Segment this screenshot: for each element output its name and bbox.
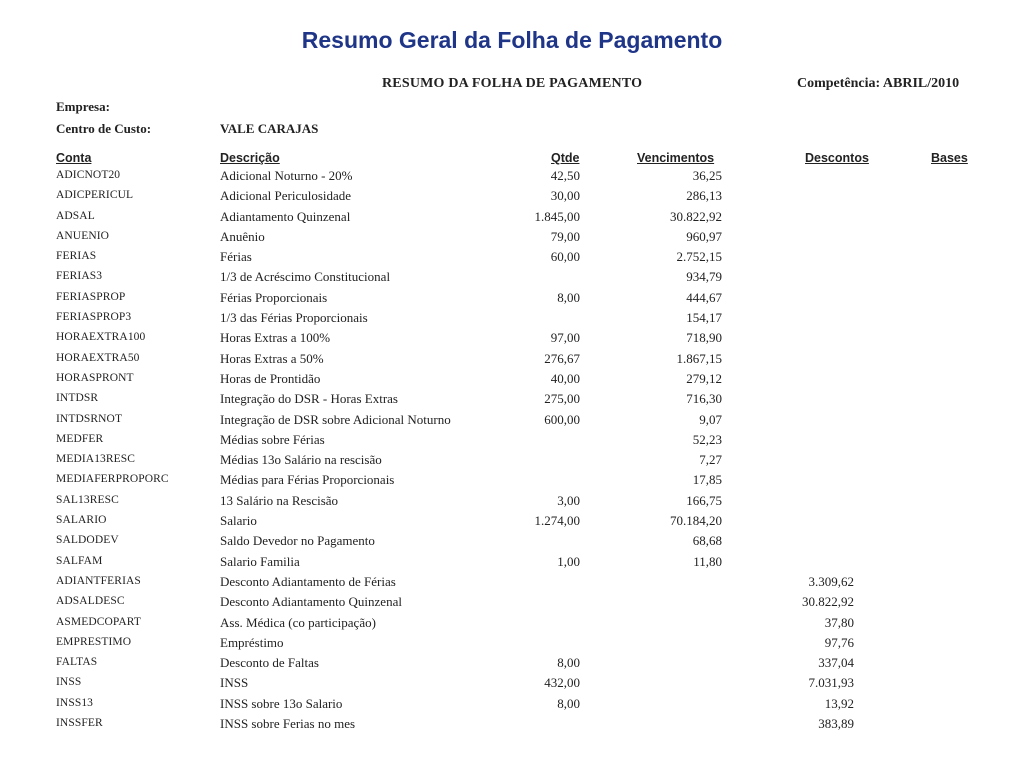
cell-conta: ASMEDCOPART — [56, 615, 141, 628]
cell-descricao: Médias sobre Férias — [220, 431, 325, 447]
table-row — [0, 512, 1024, 532]
cell-vencimentos: 934,79 — [686, 269, 722, 285]
cell-qtde: 432,00 — [544, 675, 580, 691]
cell-descricao: Horas Extras a 50% — [220, 350, 324, 366]
cell-descricao: Horas Extras a 100% — [220, 330, 331, 346]
cell-vencimentos: 11,80 — [693, 553, 722, 569]
cell-descricao: 13 Salário na Rescisão — [220, 492, 339, 508]
cell-conta: ADIANTFERIAS — [56, 574, 141, 587]
table-row — [0, 573, 1024, 593]
table-row — [0, 370, 1024, 390]
table-row — [0, 674, 1024, 694]
cell-conta: ADSAL — [56, 209, 95, 222]
cell-conta: INTDSR — [56, 392, 99, 405]
cell-descricao: Integração do DSR - Horas Extras — [220, 391, 398, 407]
cell-descricao: INSS sobre 13o Salario — [220, 695, 343, 711]
cell-vencimentos: 718,90 — [686, 330, 722, 346]
col-header-qtde: Qtde — [551, 151, 580, 165]
cell-descricao: Adicional Noturno - 20% — [220, 168, 353, 183]
col-header-vencimentos: Vencimentos — [637, 151, 715, 165]
cell-descricao: Empréstimo — [220, 634, 284, 650]
table-row — [0, 350, 1024, 370]
cell-conta: HORAEXTRA50 — [56, 351, 140, 364]
cell-descontos: 13,92 — [824, 695, 854, 711]
cell-conta: SAL13RESC — [56, 493, 119, 506]
table-row — [0, 208, 1024, 228]
table-row — [0, 614, 1024, 634]
report-competencia: Competência: ABRIL/2010 — [797, 76, 960, 91]
cell-conta: MEDIA13RESC — [56, 453, 136, 466]
cell-descricao: Saldo Devedor no Pagamento — [220, 533, 375, 549]
cell-conta: FERIASPROP — [56, 290, 126, 303]
cell-qtde: 79,00 — [550, 228, 580, 244]
cell-vencimentos: 716,30 — [686, 391, 722, 407]
table-row — [0, 248, 1024, 268]
cell-descontos: 37,80 — [824, 614, 854, 630]
cell-qtde: 1.274,00 — [534, 513, 580, 529]
table-row — [0, 390, 1024, 410]
cell-descricao: Médias para Férias Proporcionais — [220, 472, 395, 488]
table-row — [0, 431, 1024, 451]
cell-conta: HORASPRONT — [56, 371, 134, 384]
table-row — [0, 289, 1024, 309]
cell-conta: SALARIO — [56, 514, 107, 527]
cell-descricao: Ass. Médica (co participação) — [220, 614, 376, 630]
cell-vencimentos: 7,27 — [699, 452, 722, 468]
table-row — [0, 329, 1024, 349]
cell-vencimentos: 166,75 — [686, 492, 722, 508]
cell-descontos: 3.309,62 — [808, 573, 854, 589]
cell-vencimentos: 68,68 — [692, 533, 722, 549]
cell-conta: HORAEXTRA100 — [56, 331, 146, 344]
cell-conta: FERIAS — [56, 250, 97, 263]
cell-vencimentos: 2.752,15 — [676, 249, 722, 265]
table-row — [0, 187, 1024, 207]
cell-qtde: 97,00 — [550, 330, 580, 346]
cell-conta: ADICNOT20 — [56, 169, 121, 181]
slide-title: Resumo Geral da Folha de Pagamento — [301, 27, 723, 53]
table-row — [0, 695, 1024, 715]
cell-vencimentos: 444,67 — [686, 289, 722, 305]
cell-conta: INSS13 — [56, 696, 94, 709]
cell-descontos: 7.031,93 — [808, 675, 854, 691]
table-row — [0, 451, 1024, 471]
cell-descontos: 30.822,92 — [802, 594, 854, 610]
cell-qtde: 1.845,00 — [534, 208, 580, 224]
table-row — [0, 492, 1024, 512]
cell-conta: FALTAS — [56, 656, 98, 669]
centro-custo-label: Centro de Custo: — [56, 121, 152, 136]
cell-descontos: 97,76 — [824, 634, 854, 650]
report-heading: RESUMO DA FOLHA DE PAGAMENTO — [382, 76, 643, 91]
cell-descricao: Salario — [220, 513, 257, 529]
cell-vencimentos: 286,13 — [686, 188, 722, 204]
cell-vencimentos: 36,25 — [692, 168, 722, 183]
cell-descricao: INSS sobre Ferias no mes — [220, 716, 356, 732]
cell-conta: MEDIAFERPROPORC — [56, 473, 169, 486]
cell-vencimentos: 17,85 — [692, 472, 722, 488]
cell-descricao: Desconto Adiantamento de Férias — [220, 573, 396, 589]
cell-vencimentos: 70.184,20 — [670, 513, 722, 529]
col-header-conta: Conta — [56, 151, 92, 165]
cell-vencimentos: 1.867,15 — [676, 350, 722, 366]
table-row — [0, 593, 1024, 613]
cell-vencimentos: 9,07 — [699, 411, 722, 427]
col-header-descontos: Descontos — [805, 151, 869, 165]
cell-qtde: 600,00 — [544, 411, 580, 427]
table-row — [0, 268, 1024, 288]
centro-custo-value: VALE CARAJAS — [220, 121, 319, 136]
cell-qtde: 8,00 — [557, 655, 580, 671]
cell-descricao: Horas de Prontidão — [220, 370, 321, 386]
col-header-bases: Bases — [931, 151, 968, 165]
cell-qtde: 42,50 — [550, 168, 580, 183]
cell-conta: INSS — [56, 676, 82, 689]
cell-conta: ADSALDESC — [56, 595, 125, 608]
cell-vencimentos: 52,23 — [692, 431, 722, 447]
cell-qtde: 8,00 — [557, 289, 580, 305]
table-row — [0, 167, 1024, 187]
cell-qtde: 1,00 — [557, 553, 580, 569]
cell-conta: EMPRESTIMO — [56, 635, 132, 648]
cell-vencimentos: 30.822,92 — [670, 208, 722, 224]
cell-vencimentos: 960,97 — [686, 228, 722, 244]
cell-descricao: Integração de DSR sobre Adicional Noturno — [220, 411, 451, 427]
table-row — [0, 228, 1024, 248]
cell-descontos: 337,04 — [818, 655, 854, 671]
cell-conta: FERIAS3 — [56, 270, 103, 283]
cell-vencimentos: 154,17 — [686, 310, 722, 326]
cell-qtde: 8,00 — [557, 695, 580, 711]
cell-conta: ANUENIO — [56, 229, 110, 242]
col-header-descricao: Descrição — [220, 151, 280, 165]
cell-descricao: INSS — [220, 675, 249, 691]
cell-conta: SALFAM — [56, 554, 103, 567]
cell-qtde: 3,00 — [557, 492, 580, 508]
cell-descontos: 383,89 — [818, 716, 854, 732]
cell-conta: FERIASPROP3 — [56, 311, 132, 324]
table-row — [0, 411, 1024, 431]
table-row — [0, 715, 1024, 735]
cell-descricao: Adiantamento Quinzenal — [220, 208, 351, 224]
cell-descricao: Salario Familia — [220, 553, 300, 569]
cell-descricao: Médias 13o Salário na rescisão — [220, 452, 382, 468]
cell-qtde: 60,00 — [550, 249, 580, 265]
cell-descricao: 1/3 das Férias Proporcionais — [220, 310, 368, 326]
cell-qtde: 40,00 — [550, 370, 580, 386]
table-row — [0, 309, 1024, 329]
cell-conta: INTDSRNOT — [56, 412, 123, 425]
cell-descricao: 1/3 de Acréscimo Constitucional — [220, 269, 391, 285]
empresa-label: Empresa: — [56, 99, 110, 114]
cell-conta: MEDFER — [56, 432, 104, 445]
cell-vencimentos: 279,12 — [686, 370, 722, 386]
payroll-table-body — [0, 167, 1024, 735]
table-row — [0, 471, 1024, 491]
cell-conta: ADICPERICUL — [56, 189, 134, 202]
cell-conta: INSSFER — [56, 717, 103, 730]
table-row — [0, 553, 1024, 573]
cell-descricao: Férias Proporcionais — [220, 289, 328, 305]
cell-qtde: 275,00 — [544, 391, 580, 407]
table-row — [0, 634, 1024, 654]
cell-conta: SALDODEV — [56, 534, 119, 547]
cell-qtde: 276,67 — [544, 350, 580, 366]
table-row — [0, 532, 1024, 552]
cell-descricao: Anuênio — [220, 228, 265, 244]
cell-descricao: Adicional Periculosidade — [220, 188, 352, 204]
cell-qtde: 30,00 — [550, 188, 580, 204]
cell-descricao: Desconto Adiantamento Quinzenal — [220, 594, 402, 610]
cell-descricao: Férias — [220, 249, 252, 265]
cell-descricao: Desconto de Faltas — [220, 655, 319, 671]
table-row — [0, 654, 1024, 674]
